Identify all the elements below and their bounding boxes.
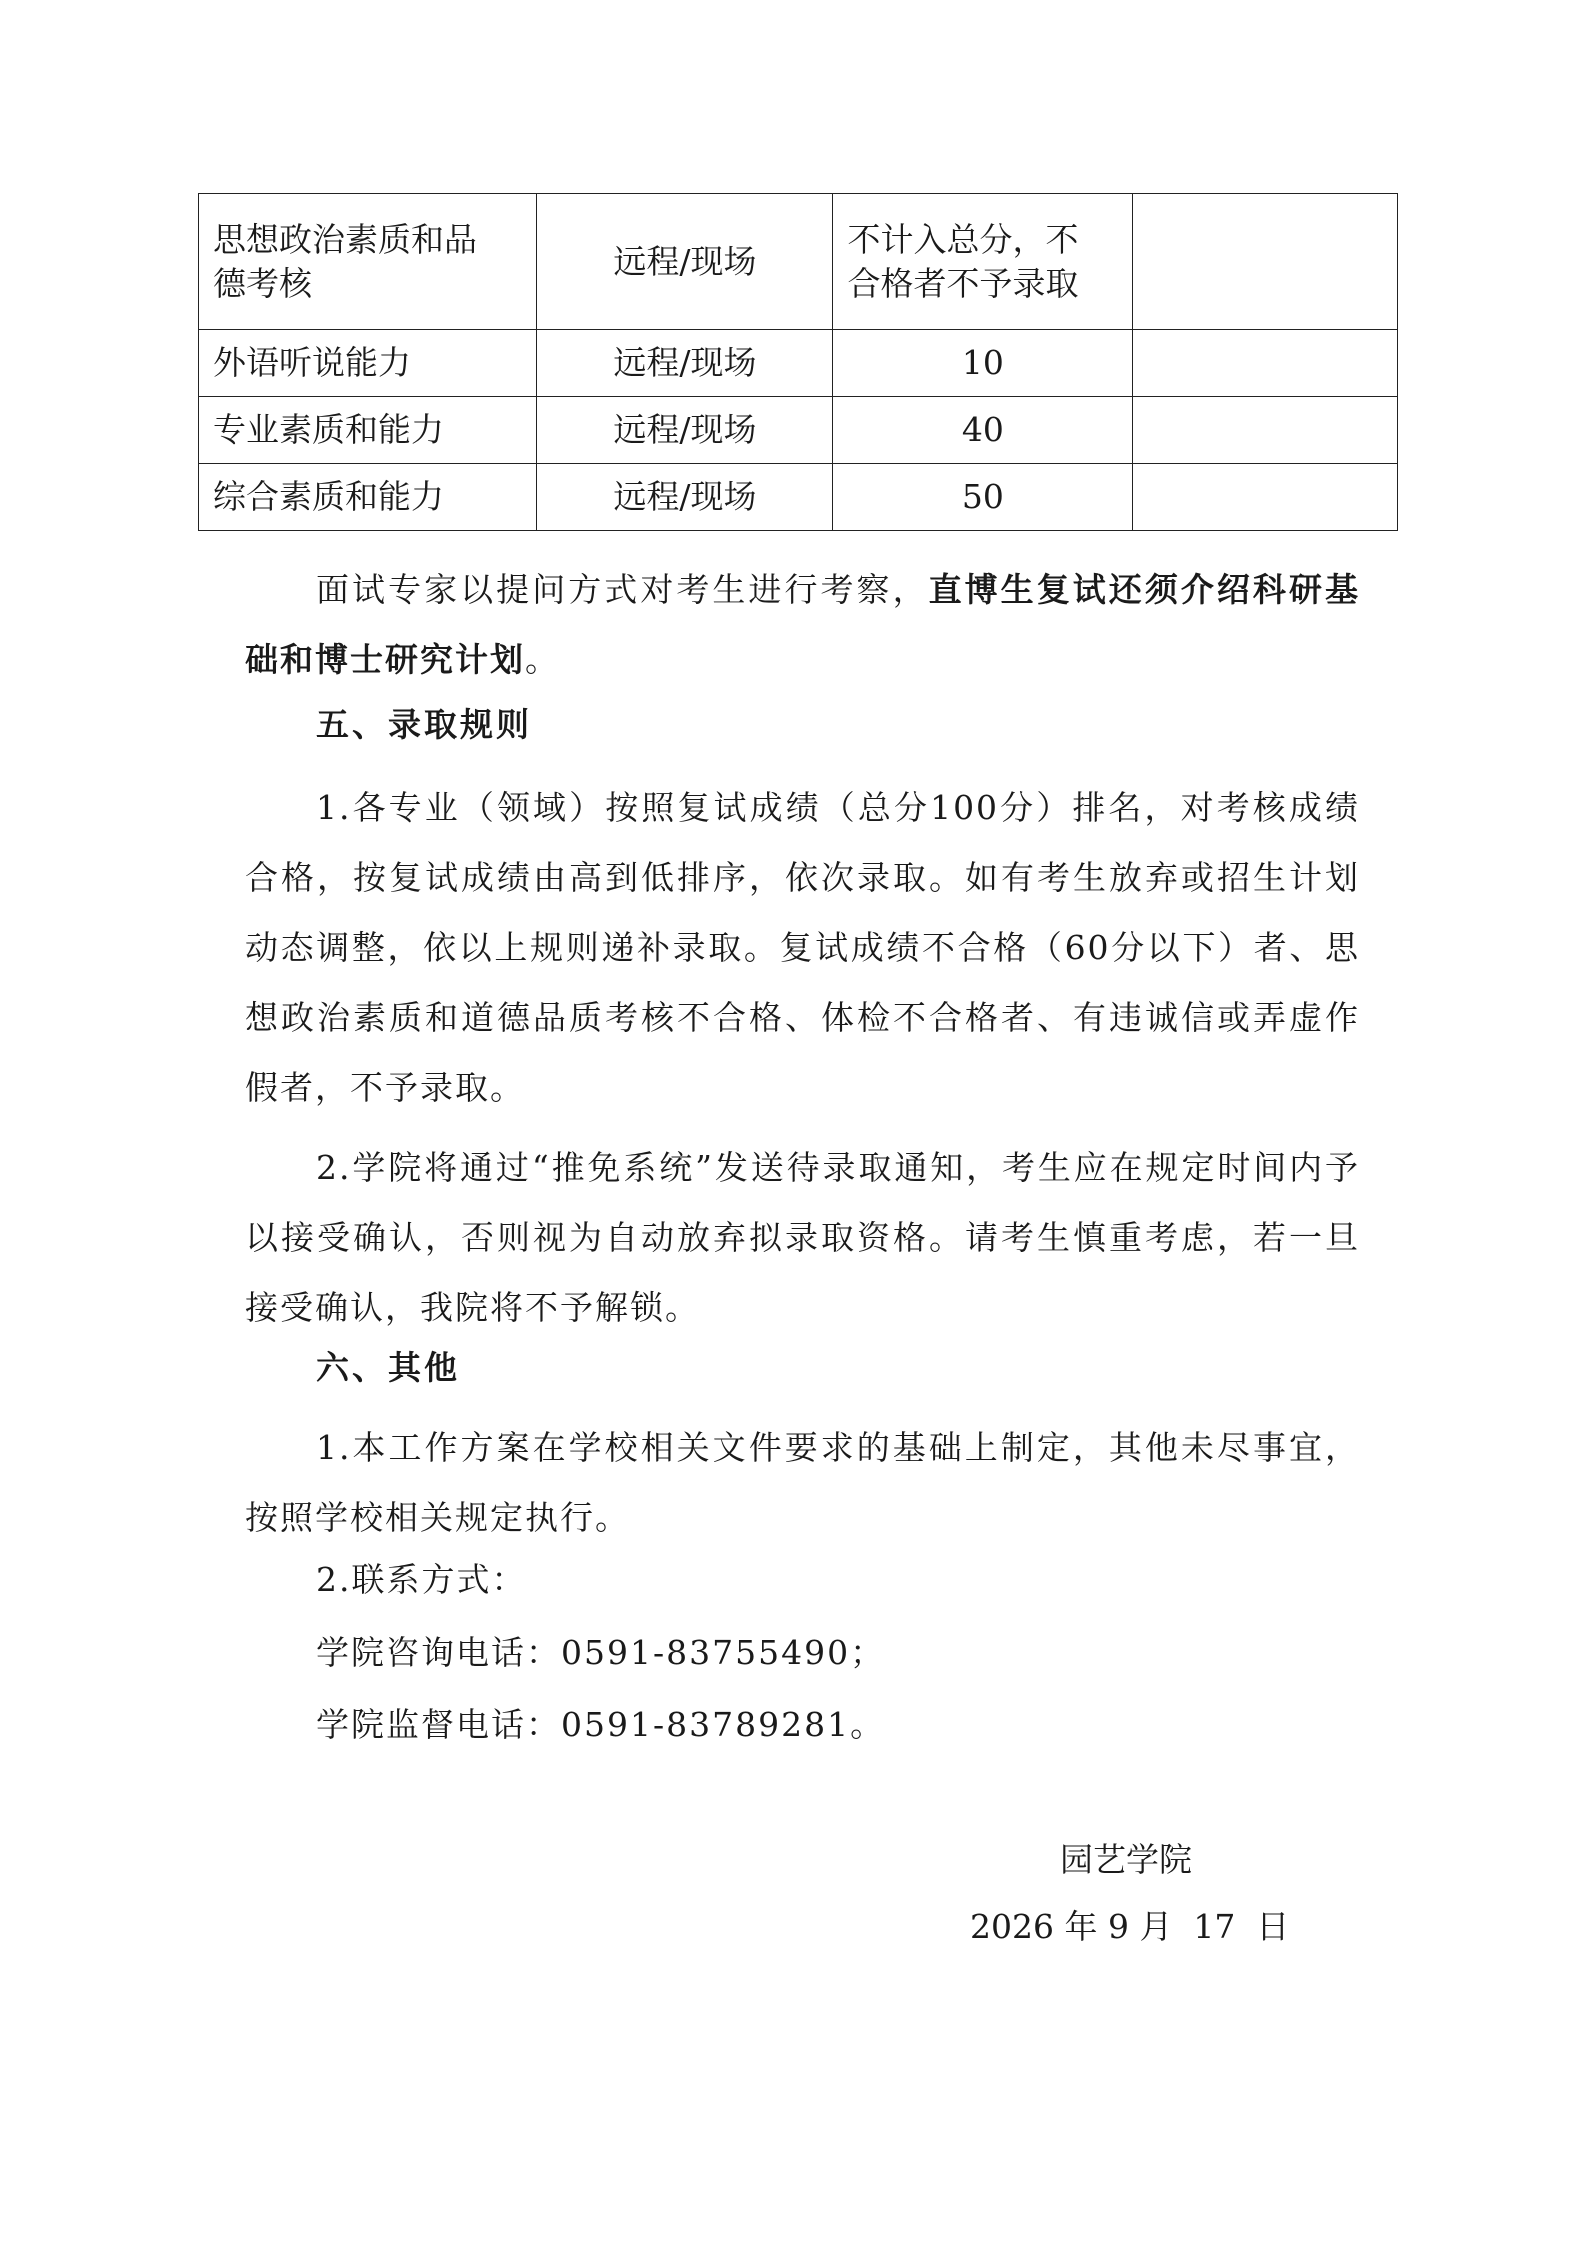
section5-heading: 五、录取规则 [316,705,532,744]
table-cell-note [1133,464,1398,531]
interview-text: 面试专家以提问方式对考生进行考察， [316,570,929,609]
table-row [199,397,1398,464]
table-cell-item: 思想政治素质和品 德考核 [199,194,537,330]
interview-paragraph [245,555,1360,695]
signature-org: 园艺学院 [1060,1840,1192,1879]
table-cell-note [1133,194,1398,330]
signature-date: 2026 年 9 月 17 日 [970,1907,1290,1946]
table-cell-mode: 远程/现场 [537,194,833,330]
table-cell-score: 40 [833,397,1133,464]
interview-bold-text: 直博生复试还须介绍科研基础和博士研究计划 [245,570,1361,679]
table-cell-mode: 远程/现场 [537,464,833,531]
section5-paragraph-1: 1.各专业（领域）按照复试成绩（总分100分）排名，对考核成绩合格，按复试成绩由高到低排序，依次录取。如有考生放弃或招生计划动态调整，依以上规则递补录取。复试成绩不合格（60分以下）者、思想政治素质和道德品质考核不合格、体检不合格者、有违诚信或弄虚作假者，不予录取。 [245,788,1360,1107]
table-cell-mode: 远程/现场 [537,330,833,397]
section6-paragraph-1: 1.本工作方案在学校相关文件要求的基础上制定，其他未尽事宜，按照学校相关规定执行。 [245,1428,1360,1537]
table-cell-score: 50 [833,464,1133,531]
section5-paragraph-2: 2.学院将通过“推免系统”发送待录取通知，考生应在规定时间内予以接受确认，否则视为自动放弃拟录取资格。请考生慎重考虑，若一旦接受确认，我院将不予解锁。 [245,1148,1360,1327]
table-cell-item: 专业素质和能力 [199,397,537,464]
table-cell-score: 10 [833,330,1133,397]
table-cell-score: 不计入总分，不 合格者不予录取 [833,194,1133,330]
section6-heading: 六、其他 [316,1348,460,1387]
table-cell-note [1133,330,1398,397]
table-cell-item: 外语听说能力 [199,330,537,397]
table-row [199,330,1398,397]
table-cell-mode: 远程/现场 [537,397,833,464]
assessment-table [198,193,1398,531]
table-row [199,464,1398,531]
table-row [199,194,1398,330]
section6-paragraph-2: 2.联系方式： [316,1560,527,1599]
table-cell-item: 综合素质和能力 [199,464,537,531]
supervise-phone: 学院监督电话：0591-83789281。 [316,1705,886,1744]
table-cell-note [1133,397,1398,464]
consult-phone: 学院咨询电话：0591-83755490； [316,1633,886,1672]
interview-end: 。 [525,640,560,679]
